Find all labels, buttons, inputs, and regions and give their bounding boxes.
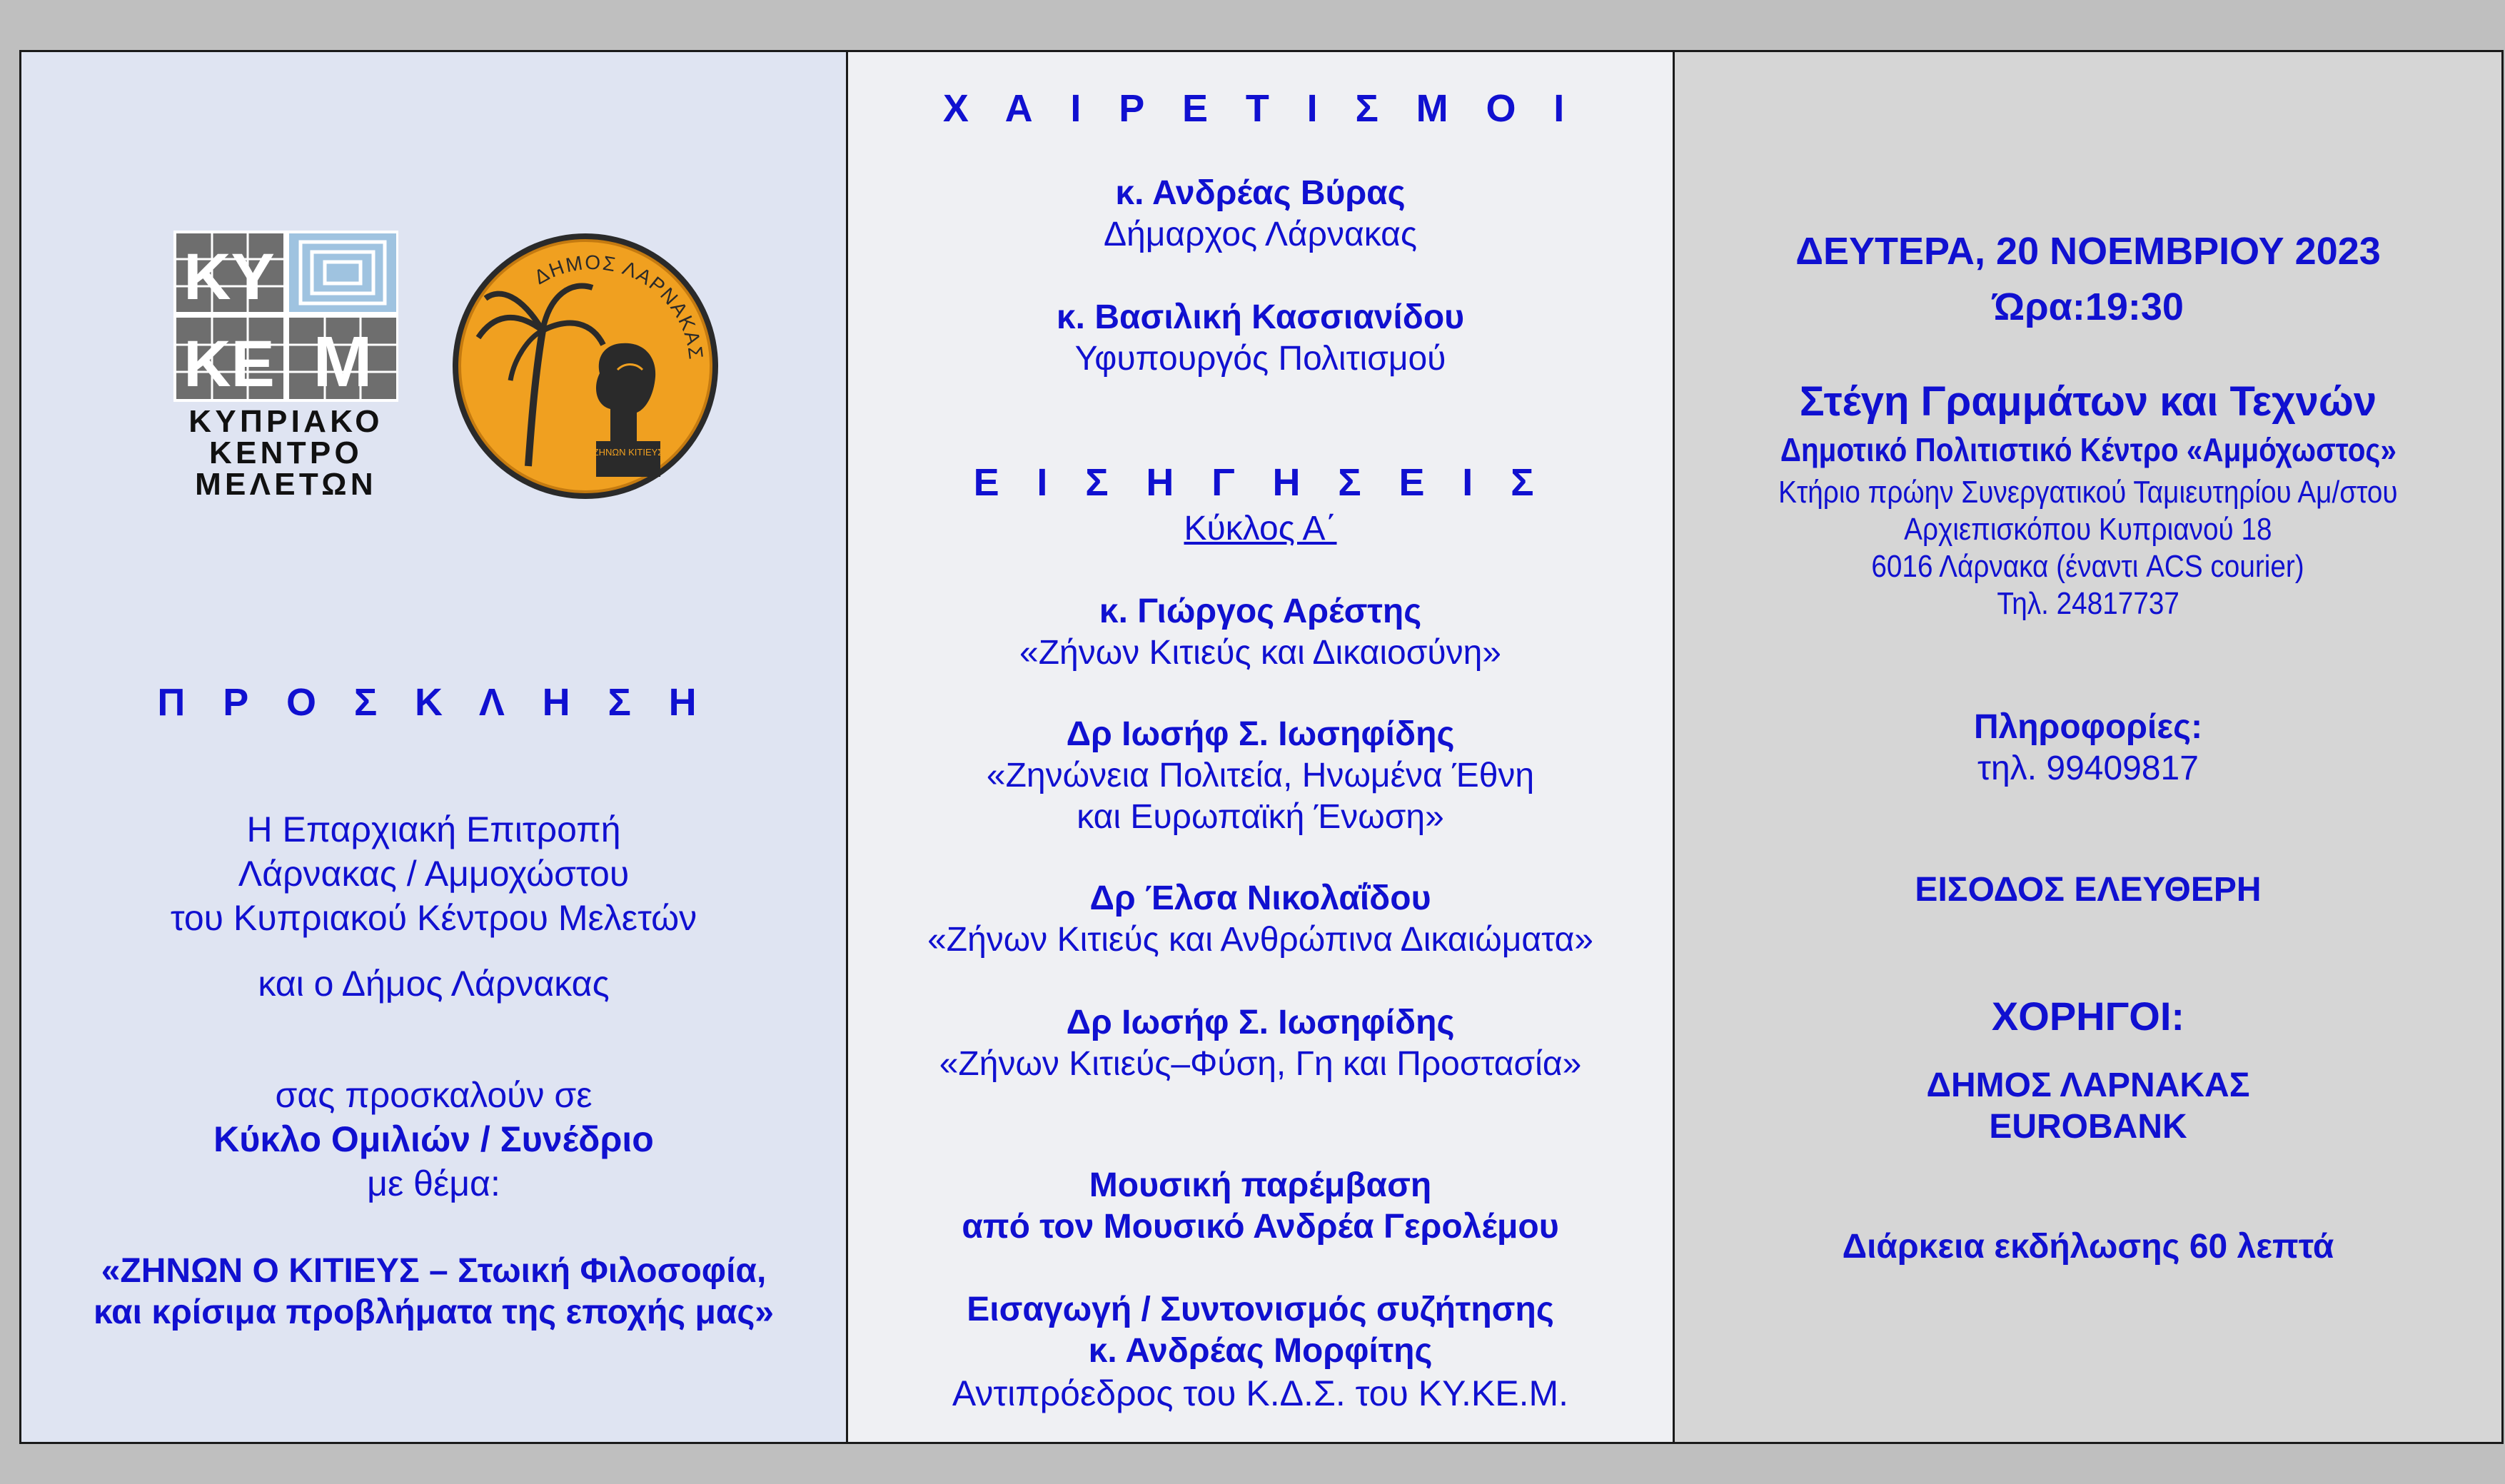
address-line-3-text: 6016 Λάρνακα (έναντι ACS courier)	[1871, 549, 2305, 584]
kykem-logo	[173, 231, 398, 502]
moderator-name: κ. Ανδρέας Μορφίτης	[1088, 1332, 1433, 1370]
coin-plaque-text: ΖΗΝΩΝ ΚΙΤΙΕΥΣ	[593, 447, 664, 458]
moderator-role: Αντιπρόεδρος του Κ.Δ.Σ. του ΚΥ.ΚΕ.Μ.	[952, 1373, 1569, 1413]
organizer-line-4: και ο Δήμος Λάρνακας	[258, 964, 610, 1004]
talk-4-title: «Ζήνων Κιτιεύς–Φύση, Γη και Προστασία»	[939, 1045, 1582, 1083]
talk-3-speaker: Δρ Έλσα Νικολαΐδου	[1089, 879, 1431, 917]
address-line-3	[1675, 549, 2501, 585]
kykem-caption-1: ΚΥΠΡΙΑΚΟ	[188, 404, 383, 439]
organizer-line-3: του Κυπριακού Κέντρου Μελετών	[170, 898, 697, 938]
info-phone: τηλ. 99409817	[1977, 749, 2199, 787]
greetings-heading: Χ Α Ι Ρ Ε Τ Ι Σ Μ Ο Ι	[942, 87, 1578, 130]
address-line-1	[1675, 475, 2501, 510]
sponsor-2: EUROBANK	[1989, 1108, 2187, 1146]
kykem-letters-ke: ΚΕ	[183, 328, 275, 400]
coin-ring-text: ΔΗΜΟΣ ΛΑΡΝΑΚΑΣ	[530, 251, 707, 362]
talk-1-title: «Ζήνων Κιτιεύς και Δικαιοσύνη»	[1019, 634, 1501, 672]
invitation-heading: Π Ρ Ο Σ Κ Λ Η Σ Η	[157, 681, 710, 724]
organizer-line-2: Λάρνακας / Αμμοχώστου	[238, 854, 630, 894]
moderation-label: Εισαγωγή / Συντονισμός συζήτησης	[967, 1291, 1554, 1328]
greeting-1-name: κ. Ανδρέας Βύρας	[1115, 174, 1406, 212]
talk-2-title-1: «Ζηνώνεια Πολιτεία, Ηνωμένα Έθνη	[986, 757, 1535, 794]
info-label: Πληροφορίες:	[1973, 708, 2203, 746]
venue-subtitle	[1675, 430, 2501, 469]
organizer-line-1: Η Επαρχιακή Επιτροπή	[246, 809, 621, 849]
greeting-2-name: κ. Βασιλική Κασσιανίδου	[1056, 298, 1465, 336]
greeting-2-role: Υφυπουργός Πολιτισμού	[1074, 340, 1446, 378]
talk-3-title: «Ζήνων Κιτιεύς και Ανθρώπινα Δικαιώματα»	[927, 921, 1593, 959]
sponsors-label: ΧΟΡΗΓΟΙ:	[1991, 994, 2185, 1039]
larnaca-municipality-coin-logo	[450, 231, 721, 502]
kykem-letters-ky: ΚΥ	[183, 241, 275, 313]
talk-1-speaker: κ. Γιώργος Αρέστης	[1099, 592, 1422, 630]
invitation-sheet	[19, 50, 2504, 1444]
talk-2-title-2: και Ευρωπαϊκή Ένωση»	[1077, 798, 1444, 836]
event-date: ΔΕΥΤΕΡΑ, 20 ΝΟΕΜΒΡΙΟΥ 2023	[1795, 230, 2381, 273]
event-type: Κύκλο Ομιλιών / Συνέδριο	[213, 1119, 654, 1159]
free-entry: ΕΙΣΟΔΟΣ ΕΛΕΥΘΕΡΗ	[1915, 871, 2262, 909]
right-panel	[1675, 52, 2501, 1442]
phone-line	[1675, 586, 2501, 622]
theme-label: με θέμα:	[367, 1164, 500, 1203]
invite-line: σας προσκαλούν σε	[275, 1075, 593, 1115]
greeting-1-role: Δήμαρχος Λάρνακας	[1103, 216, 1418, 253]
kykem-logo-mark	[173, 231, 398, 402]
address-line-2-text: Αρχιεπισκόπου Κυπριανού 18	[1904, 512, 2272, 547]
middle-panel	[848, 52, 1675, 1442]
cycle-label: Κύκλος Α΄	[1184, 510, 1337, 547]
theme-line-2: και κρίσιμα προβλήματα της εποχής μας»	[93, 1293, 774, 1331]
kykem-letters-m: Μ	[313, 322, 373, 402]
venue-subtitle-text: Δημοτικό Πολιτιστικό Κέντρο «Αμμόχωστος»	[1780, 431, 2396, 468]
address-line-2	[1675, 512, 2501, 547]
music-line-1: Μουσική παρέμβαση	[1089, 1166, 1432, 1204]
sponsor-1: ΔΗΜΟΣ ΛΑΡΝΑΚΑΣ	[1926, 1066, 2250, 1104]
talk-2-speaker: Δρ Ιωσήφ Σ. Ιωσηφίδης	[1066, 715, 1455, 753]
event-duration: Διάρκεια εκδήλωσης 60 λεπτά	[1842, 1228, 2334, 1266]
left-panel	[21, 52, 848, 1442]
kykem-caption-2: ΚΕΝΤΡΟ	[208, 435, 363, 470]
phone-line-text: Τηλ. 24817737	[1997, 586, 2179, 621]
talks-heading: Ε Ι Σ Η Γ Η Σ Ε Ι Σ	[973, 461, 1548, 504]
address-line-1-text: Κτήριο πρώην Συνεργατικού Ταμιευτηρίου Αμ/στου	[1778, 475, 2398, 510]
kykem-caption-3: ΜΕΛΕΤΩΝ	[195, 467, 377, 502]
theme-line-1: «ΖΗΝΩΝ Ο ΚΙΤΙΕΥΣ – Στωική Φιλοσοφία,	[101, 1252, 767, 1290]
venue-title: Στέγη Γραμμάτων και Τεχνών	[1799, 378, 2377, 425]
event-time: Ώρα:19:30	[1992, 286, 2184, 328]
music-line-2: από τον Μουσικό Ανδρέα Γερολέμου	[962, 1208, 1559, 1246]
talk-4-speaker: Δρ Ιωσήφ Σ. Ιωσηφίδης	[1066, 1004, 1455, 1041]
